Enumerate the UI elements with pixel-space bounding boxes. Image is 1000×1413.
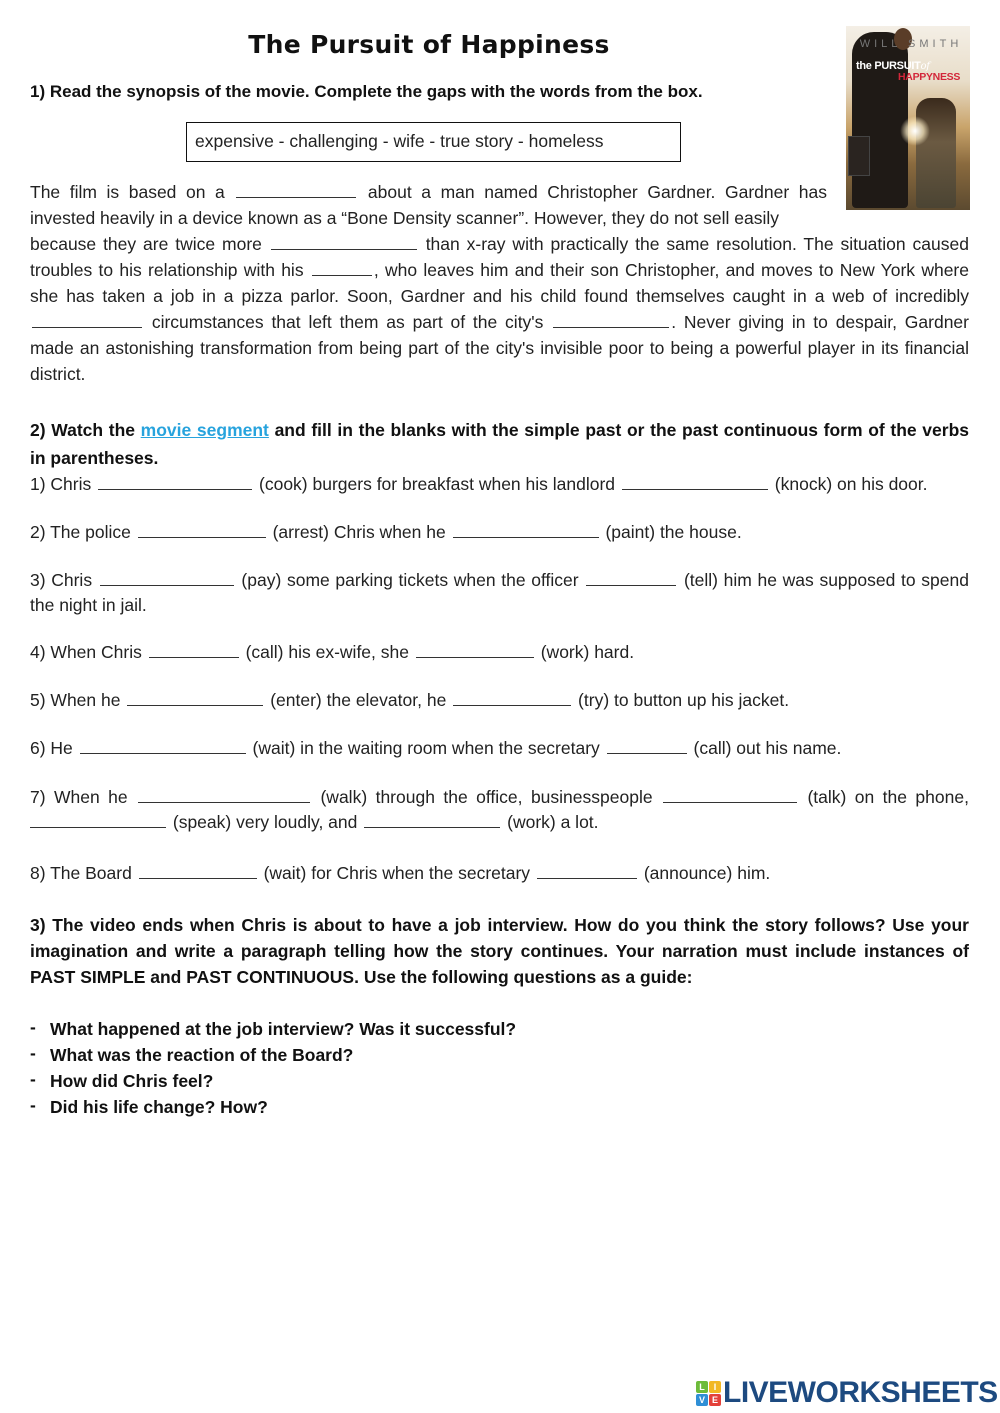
gap-input-5[interactable]	[553, 311, 669, 328]
poster-title-line2: HAPPYNESS	[898, 71, 961, 83]
blank-4a[interactable]	[149, 641, 239, 658]
exercise-item-2: 2) The police (arrest) Chris when he (paint) the house.	[30, 522, 742, 542]
page-title: The Pursuit of Happiness	[248, 30, 610, 59]
exercise-item-6: 6) He (wait) in the waiting room when the secretary (call) out his name.	[30, 738, 842, 758]
blank-7b[interactable]	[663, 786, 797, 803]
section1-heading: 1) Read the synopsis of the movie. Complete the gaps with the words from the box.	[30, 82, 703, 101]
section2-heading: 2) Watch the movie segment and fill in the blanks with the simple past or the past continuous form of the verbs in parentheses.	[30, 420, 969, 468]
tile-l: L	[696, 1381, 708, 1393]
blank-8a[interactable]	[139, 862, 257, 879]
blank-3a[interactable]	[100, 569, 234, 586]
gap-input-3[interactable]	[312, 259, 372, 276]
briefcase-icon	[848, 136, 870, 176]
exercise-item-5: 5) When he (enter) the elevator, he (try) to button up his jacket.	[30, 690, 790, 710]
exercise-item-7: 7) When he (walk) through the office, businesspeople (talk) on the phone, (speak) very loudly, and (work) a lot.	[30, 787, 969, 832]
tile-i: I	[709, 1381, 721, 1393]
poster-boy-figure	[916, 98, 956, 208]
synopsis-paragraph-part1: The film is based on a about a man named Christopher Gardner. Gardner has invested heavily in a device known as a “Bone Density scanner”. However, they do not sell easily	[30, 182, 827, 228]
live-tiles-icon	[696, 1381, 721, 1406]
tile-v: V	[696, 1394, 708, 1406]
tile-e: E	[709, 1394, 721, 1406]
movie-segment-link[interactable]: movie segment	[140, 420, 269, 440]
blank-7a[interactable]	[138, 786, 310, 803]
exercise-item-4: 4) When Chris (call) his ex-wife, she (work) hard.	[30, 642, 635, 662]
brand-name: LIVEWORKSHEETS	[723, 1376, 998, 1409]
poster-light-glow	[900, 116, 930, 146]
blank-8b[interactable]	[537, 862, 637, 879]
gap-input-2[interactable]	[271, 233, 417, 250]
movie-poster-image	[846, 26, 970, 210]
guide-question: - What was the reaction of the Board?	[30, 1042, 516, 1068]
liveworksheets-logo	[696, 1378, 998, 1408]
exercise-item-3: 3) Chris (pay) some parking tickets when the officer (tell) him he was supposed to spend the night in jail.	[30, 570, 969, 615]
poster-title-line1: the PURSUITof	[856, 60, 930, 72]
guide-question: - How did Chris feel?	[30, 1068, 516, 1094]
poster-actor-name: WILL SMITH	[859, 38, 963, 50]
guide-question: - What happened at the job interview? Was it successful?	[30, 1016, 516, 1042]
guide-questions-list	[30, 1016, 516, 1120]
blank-5a[interactable]	[127, 689, 263, 706]
blank-5b[interactable]	[453, 689, 571, 706]
word-bank-box: expensive - challenging - wife - true story - homeless	[186, 122, 681, 162]
blank-1a[interactable]	[98, 473, 252, 490]
section3-prompt: 3) The video ends when Chris is about to have a job interview. How do you think the story follows? Use your imagination and write a paragraph telling how the story continues. Your narration must include instances of PAST SIMPLE and PAST CONTINUOUS. Use the following questions as a guide:	[30, 915, 969, 987]
blank-7c[interactable]	[30, 811, 166, 828]
blank-2b[interactable]	[453, 521, 599, 538]
blank-7d[interactable]	[364, 811, 500, 828]
guide-question: - Did his life change? How?	[30, 1094, 516, 1120]
blank-2a[interactable]	[138, 521, 266, 538]
exercise-item-8: 8) The Board (wait) for Chris when the secretary (announce) him.	[30, 863, 771, 883]
blank-3b[interactable]	[586, 569, 676, 586]
blank-6b[interactable]	[607, 737, 687, 754]
blank-6a[interactable]	[80, 737, 246, 754]
blank-4b[interactable]	[416, 641, 534, 658]
synopsis-paragraph-part2: because they are twice more than x-ray with practically the same resolution. The situation caused troubles to his relationship with his , who leaves him and their son Christopher, and moves to New York where she has taken a job in a pizza parlor. Soon, Gardner and his child found themselves caught in a web of incredibly circumstances that left them as part of the city's . Never giving in to despair, Gardner made an astonishing transformation from being part of the city's invisible poor to being a powerful player in its financial district.	[30, 234, 969, 384]
gap-input-4[interactable]	[32, 311, 142, 328]
exercise-item-1: 1) Chris (cook) burgers for breakfast when his landlord (knock) on his door.	[30, 474, 928, 494]
blank-1b[interactable]	[622, 473, 768, 490]
gap-input-1[interactable]	[236, 181, 356, 198]
